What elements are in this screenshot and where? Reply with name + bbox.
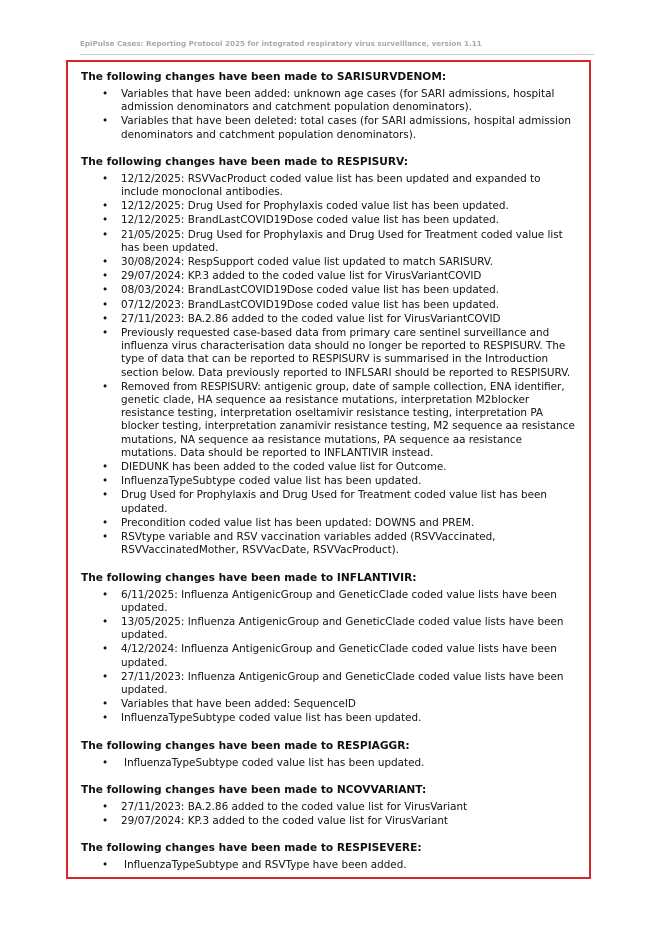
list-item: • InfluenzaTypeSubtype coded value list has been updated. <box>121 475 577 488</box>
change-list <box>81 88 577 142</box>
section-title: The following changes have been made to RESPIAGGR: <box>81 739 410 752</box>
list-item: • 6/11/2025: Influenza AntigenicGroup and GeneticClade coded value lists have been updated. <box>121 589 577 615</box>
section-title: The following changes have been made to NCOVVARIANT: <box>81 783 427 796</box>
changes-box <box>66 60 591 879</box>
list-item: • 12/12/2025: BrandLastCOVID19Dose coded value list has been updated. <box>121 214 577 227</box>
change-list <box>81 173 577 558</box>
list-item: • 27/11/2023: BA.2.86 added to the coded value list for VirusVariantCOVID <box>121 313 577 326</box>
list-item: • Variables that have been deleted: total cases (for SARI admissions, hospital admission denominators and catchment population denominators). <box>121 115 577 141</box>
list-item: • DIEDUNK has been added to the coded value list for Outcome. <box>121 461 577 474</box>
list-item: • 12/12/2025: Drug Used for Prophylaxis coded value list has been updated. <box>121 200 577 213</box>
list-item: • 21/05/2025: Drug Used for Prophylaxis and Drug Used for Treatment coded value list has been updated. <box>121 229 577 255</box>
list-item: • 08/03/2024: BrandLastCOVID19Dose coded value list has been updated. <box>121 284 577 297</box>
list-item: • 13/05/2025: Influenza AntigenicGroup and GeneticClade coded value lists have been updated. <box>121 616 577 642</box>
change-list <box>81 757 577 770</box>
section-title: The following changes have been made to INFLANTIVIR: <box>81 571 417 584</box>
list-item: • Precondition coded value list has been updated: DOWNS and PREM. <box>121 517 577 530</box>
list-item: • 27/11/2023: BA.2.86 added to the coded value list for VirusVariant <box>121 801 577 814</box>
section-respisurv <box>81 155 577 558</box>
list-item: • 29/07/2024: KP.3 added to the coded value list for VirusVariantCOVID <box>121 270 577 283</box>
list-item: • 12/12/2025: RSVVacProduct coded value list has been updated and expanded to include monoclonal antibodies. <box>121 173 577 199</box>
list-item: • 29/07/2024: KP.3 added to the coded value list for VirusVariant <box>121 815 577 828</box>
list-item: • Variables that have been added: unknown age cases (for SARI admissions, hospital admission denominators and catchment population denominators). <box>121 88 577 114</box>
list-item: • InfluenzaTypeSubtype and RSVType have been added. <box>121 859 577 872</box>
list-item: • 4/12/2024: Influenza AntigenicGroup and GeneticClade coded value lists have been updated. <box>121 643 577 669</box>
list-item: • 27/11/2023: Influenza AntigenicGroup and GeneticClade coded value lists have been updated. <box>121 671 577 697</box>
running-header: EpiPulse Cases: Reporting Protocol 2025 for integrated respiratory virus surveillance, version 1.11 <box>80 39 594 55</box>
list-item: • Drug Used for Prophylaxis and Drug Used for Treatment coded value list has been updated. <box>121 489 577 515</box>
list-item: • InfluenzaTypeSubtype coded value list has been updated. <box>121 712 577 725</box>
list-item: • InfluenzaTypeSubtype coded value list has been updated. <box>121 757 577 770</box>
change-list <box>81 589 577 726</box>
list-item: • Variables that have been added: SequenceID <box>121 698 577 711</box>
section-title: The following changes have been made to SARISURVDENOM: <box>81 71 447 83</box>
list-item: • RSVtype variable and RSV vaccination variables added (RSVVaccinated, RSVVaccinatedMother, RSVVacDate, RSVVacProduct). <box>121 531 577 557</box>
list-item: • 07/12/2023: BrandLastCOVID19Dose coded value list has been updated. <box>121 299 577 312</box>
change-list <box>81 859 577 872</box>
section-ncovvariant <box>81 783 577 828</box>
section-respiaggr <box>81 739 577 770</box>
section-respisevere <box>81 841 577 872</box>
section-sarisurvdenom <box>81 70 577 142</box>
section-inflantivir <box>81 571 577 726</box>
section-title: The following changes have been made to RESPISURV: <box>81 155 408 168</box>
section-title: The following changes have been made to RESPISEVERE: <box>81 842 422 855</box>
list-item: • Removed from RESPISURV: antigenic group, date of sample collection, ENA identifier, genetic clade, HA sequence aa resistance mutations, interpretation M2blocker resistance testing, interpretation oseltamivir resistance testing, interpretation PA blocker testing, interpretation zanamivir resistance testing, M2 sequence aa resistance mutations, NA sequence aa resistance mutations, PA sequence aa resistance mutations. Data should be reported to INFLANTIVIR instead. <box>121 381 577 460</box>
list-item: • Previously requested case-based data from primary care sentinel surveillance and influenza virus characterisation data should no longer be reported to RESPISURV. The type of data that can be reported to RESPISURV is summarised in the Introduction section below. Data previously reported to INFLSARI should be reported to RESPISURV. <box>121 327 577 380</box>
list-item: • 30/08/2024: RespSupport coded value list updated to match SARISURV. <box>121 256 577 269</box>
change-list <box>81 801 577 828</box>
